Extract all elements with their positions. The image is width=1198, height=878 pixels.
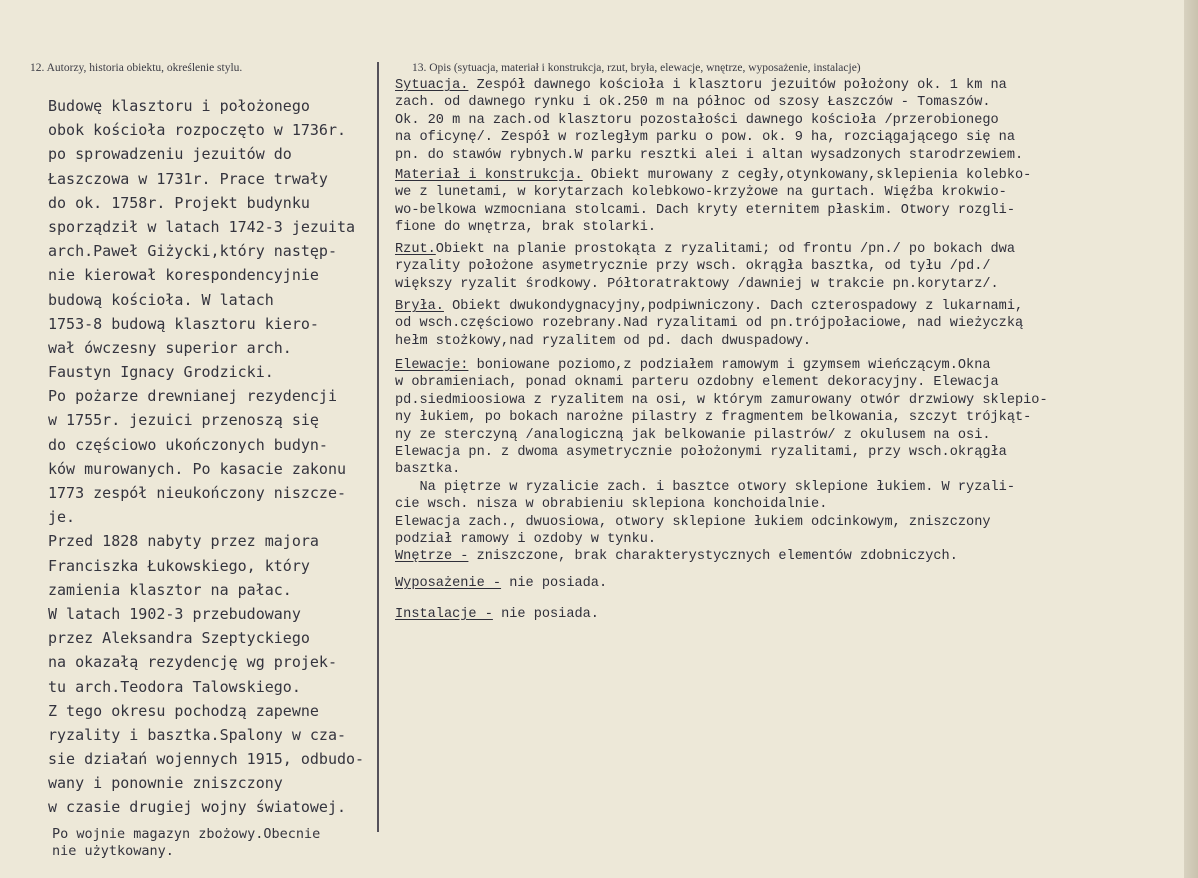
history-line: zamienia klasztor na pałac. bbox=[48, 580, 292, 599]
history-tail-line: Po wojnie magazyn zbożowy.Obecnie bbox=[52, 826, 321, 842]
section-label: Rzut. bbox=[395, 242, 436, 257]
section-label: Wnętrze - bbox=[395, 549, 469, 564]
history-line: arch.Paweł Giżycki,który następ- bbox=[48, 242, 337, 261]
history-line: wał ówczesny superior arch. bbox=[48, 338, 292, 357]
section-label: Wyposażenie - bbox=[395, 576, 502, 591]
section-label: Instalacje - bbox=[395, 607, 493, 622]
history-line: ków murowanych. Po kasacie zakonu bbox=[48, 459, 347, 478]
section-line: Na piętrze w ryzalicie zach. i basztce otwory sklepione łukiem. W ryzali- bbox=[395, 479, 1015, 495]
section-line: w obramieniach, ponad oknami parteru ozdobny element dekoracyjny. Elewacja bbox=[395, 375, 999, 391]
history-line: do częściowo ukończonych budyn- bbox=[48, 435, 328, 454]
section-line: cie wsch. nisza w obrabieniu sklepiona konchoidalnie. bbox=[395, 497, 828, 513]
history-line: Po pożarze drewnianej rezydencji bbox=[48, 387, 337, 406]
left-column-header: 12. Autorzy, historia obiektu, określenie stylu. bbox=[30, 62, 243, 74]
history-line: nie kierował korespondencyjnie bbox=[48, 266, 319, 285]
section-line: podział ramowy i ozdoby w tynku. bbox=[395, 531, 657, 547]
history-line: przez Aleksandra Szeptyckiego bbox=[48, 629, 310, 648]
section-bryla bbox=[395, 298, 1185, 350]
section-rzut bbox=[395, 241, 1185, 293]
section-line: na oficynę/. Zespół w rozległym parku o pow. ok. 9 ha, rozciągającego się na bbox=[395, 130, 1015, 146]
section-line: Obiekt na planie prostokąta z ryzalitami; od frontu /pn./ po bokach dwa bbox=[435, 242, 1015, 257]
section-line: ryzality położone asymetrycznie przy wsch. okrągła basztka, od tyłu /pd./ bbox=[395, 259, 991, 275]
section-label: Sytuacja. bbox=[395, 78, 469, 93]
section-label: Materiał i konstrukcja. bbox=[395, 168, 583, 183]
history-line: wany i ponownie zniszczony bbox=[48, 774, 283, 793]
section-wnetrze bbox=[395, 548, 1185, 565]
history-line: Z tego okresu pochodzą zapewne bbox=[48, 701, 319, 720]
section-line: ny łukiem, po bokach narożne pilastry z fragmentem belkowania, szczyt trójkąt- bbox=[395, 410, 1032, 426]
section-line: od wsch.częściowo rozebrany.Nad ryzalitami od pn.trójpołaciowe, nad wieżyczką bbox=[395, 316, 1024, 332]
history-line: je. bbox=[48, 508, 76, 527]
history-line: na okazałą rezydencję wg projek- bbox=[48, 653, 337, 672]
section-line: boniowane poziomo,z podziałem ramowym i gzymsem wieńczącym.Okna bbox=[468, 358, 991, 373]
section-line: pd.siedmioosiowa z ryzalitem na osi, w którym zamurowany otwór drzwiowy sklepio- bbox=[395, 392, 1048, 408]
history-line: Łaszczowa w 1731r. Prace trwały bbox=[48, 169, 328, 188]
history-line: w czasie drugiej wojny światowej. bbox=[48, 798, 347, 817]
history-line: sie działań wojennych 1915, odbudo- bbox=[48, 750, 365, 769]
section-line: Obiekt dwukondygnacyjny,podpiwniczony. Dach czterospadowy z lukarnami, bbox=[443, 299, 1024, 314]
history-line: tu arch.Teodora Talowskiego. bbox=[48, 677, 301, 696]
section-line: Ok. 20 m na zach.od klasztoru pozostałości dawnego kościoła /przerobionego bbox=[395, 112, 999, 128]
right-column-header: 13. Opis (sytuacja, materiał i konstrukcja, rzut, bryła, elewacje, wnętrze, wyposażenie, instalacje) bbox=[412, 62, 861, 74]
section-line: większy ryzalit środkowy. Półtoratraktowy /dawniej w trakcie pn.korytarz/. bbox=[395, 276, 999, 292]
section-line: we z lunetami, w korytarzach kolebkowo-krzyżowe na gurtach. Więźba krokwio- bbox=[395, 185, 1007, 201]
section-line: Zespół dawnego kościoła i klasztoru jezuitów położony ok. 1 km na bbox=[468, 78, 1007, 93]
section-line: basztka. bbox=[395, 462, 461, 478]
history-line: W latach 1902-3 przebudowany bbox=[48, 604, 301, 623]
section-instalacje bbox=[395, 606, 1185, 623]
section-line: zach. od dawnego rynku i ok.250 m na północ od szosy Łaszczów - Tomaszów. bbox=[395, 95, 991, 111]
section-line: Elewacja zach., dwuosiowa, otwory sklepione łukiem odcinkowym, zniszczony bbox=[395, 514, 991, 530]
section-line: nie posiada. bbox=[492, 607, 599, 622]
history-line: budową kościoła. W latach bbox=[48, 290, 274, 309]
section-sytuacja bbox=[395, 77, 1185, 164]
section-elewacje bbox=[395, 357, 1185, 548]
history-line: Faustyn Ignacy Grodzicki. bbox=[48, 363, 274, 382]
history-line: do ok. 1758r. Projekt budynku bbox=[48, 193, 310, 212]
history-line: sporządził w latach 1742-3 jezuita bbox=[48, 217, 356, 236]
history-text bbox=[48, 94, 383, 820]
section-wyposazenie bbox=[395, 575, 1185, 592]
history-line: Przed 1828 nabyty przez majora bbox=[48, 532, 319, 551]
section-line: wo-belkowa wzmocniana stolcami. Dach kryty eternitem płaskim. Otwory rozgli- bbox=[395, 202, 1015, 218]
section-line: Obiekt murowany z cegły,otynkowany,sklepienia kolebko- bbox=[582, 168, 1032, 183]
section-line: ny ze sterczyną /analogiczną jak belkowanie pilastrów/ z okulusem na osi. bbox=[395, 427, 991, 443]
history-line: Franciszka Łukowskiego, który bbox=[48, 556, 310, 575]
section-label: Elewacje: bbox=[395, 358, 469, 373]
section-material bbox=[395, 167, 1185, 237]
history-line: 1753-8 budową klasztoru kiero- bbox=[48, 314, 319, 333]
history-tail-line: nie użytkowany. bbox=[52, 843, 174, 859]
history-line: po sprowadzeniu jezuitów do bbox=[48, 145, 292, 164]
history-tail bbox=[52, 826, 320, 860]
history-line: Budowę klasztoru i położonego bbox=[48, 97, 310, 115]
section-line: nie posiada. bbox=[501, 576, 608, 591]
section-label: Bryła. bbox=[395, 299, 444, 314]
section-line: pn. do stawów rybnych.W parku resztki alei i altan wysadzonych starodrzewiem. bbox=[395, 147, 1024, 163]
section-line: hełm stożkowy,nad ryzalitem od pd. dach dwuspadowy. bbox=[395, 333, 812, 349]
section-line: zniszczone, brak charakterystycznych elementów zdobniczych. bbox=[468, 549, 958, 564]
history-line: obok kościoła rozpoczęto w 1736r. bbox=[48, 121, 347, 140]
sheet-edge bbox=[1184, 0, 1198, 878]
history-line: 1773 zespół nieukończony niszcze- bbox=[48, 484, 347, 502]
section-line: Elewacja pn. z dwoma asymetrycznie położonymi ryzalitami, przy wsch.okrągła bbox=[395, 444, 1007, 460]
section-line: fione do wnętrza, brak stolarki. bbox=[395, 220, 657, 236]
history-line: ryzality i basztka.Spalony w cza- bbox=[48, 725, 347, 744]
history-line: w 1755r. jezuici przenoszą się bbox=[48, 411, 319, 430]
